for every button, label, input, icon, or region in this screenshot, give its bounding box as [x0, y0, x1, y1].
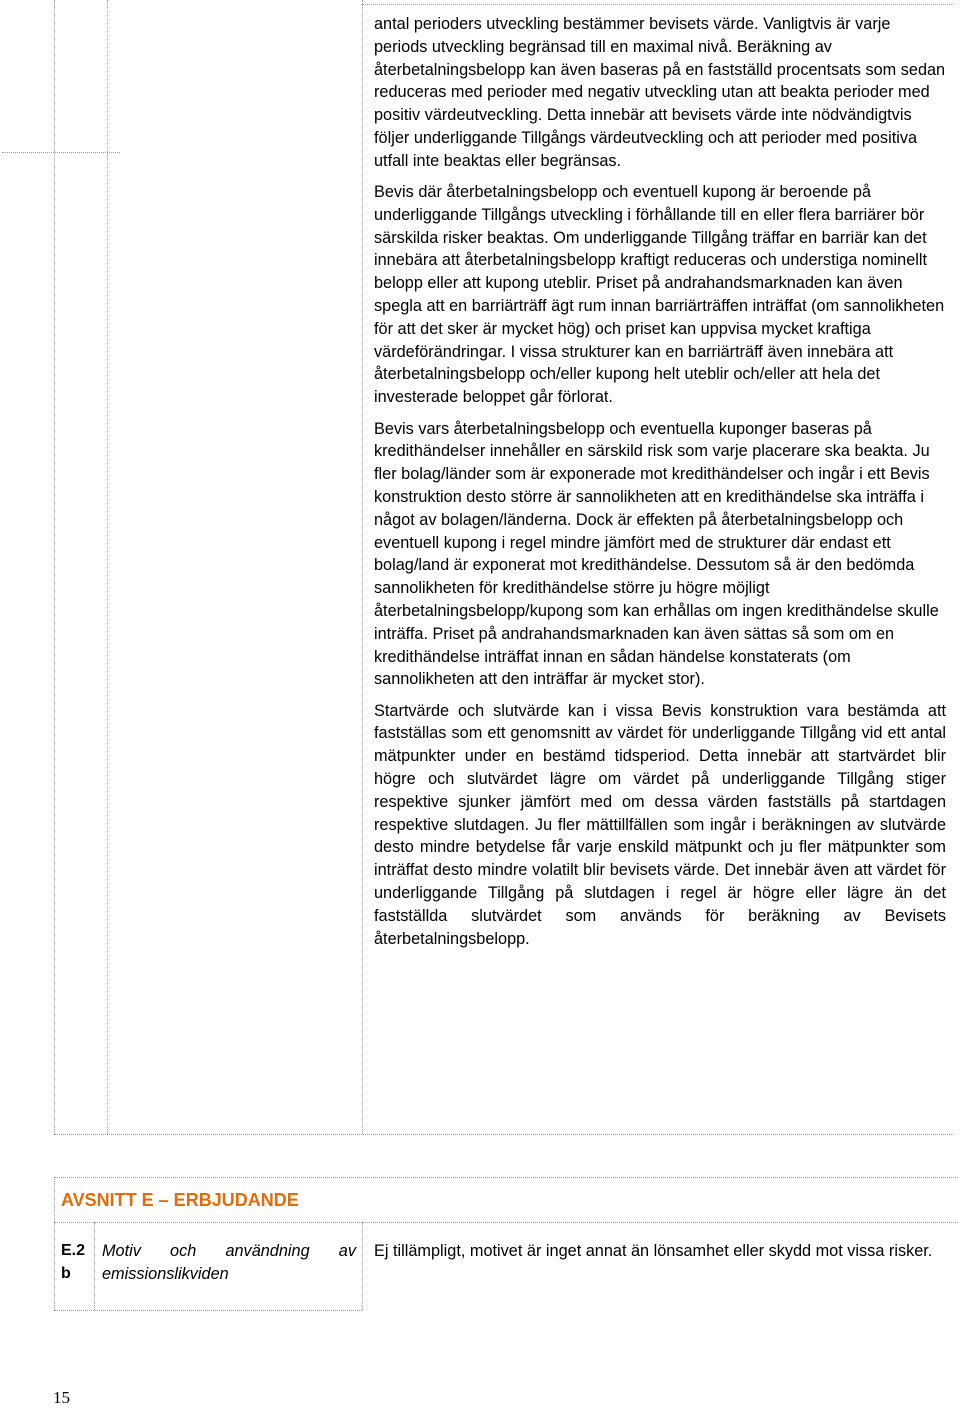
table-border-left: [54, 0, 55, 1134]
section-header-top-border: [54, 1177, 958, 1178]
table-bottom-border: [54, 1134, 954, 1135]
table-border-col2: [362, 0, 363, 1134]
row-e2b-border-col1: [94, 1222, 95, 1310]
section-header-bottom-border: [54, 1222, 958, 1223]
element-text: Ej tillämpligt, motivet är inget annat än lönsamhet eller skydd mot vissa risker.: [374, 1242, 933, 1260]
risk-description-text: [374, 13, 946, 959]
paragraph-credit-event-risk: Bevis vars återbetalningsbelopp och eventuella kuponger baseras på kredithändelser innehåller en särskild risk som varje placerare ska beakta. Ju fler bolag/länder som är exponerade mot kredithändelser och ingår i ett Bevis konstruktion desto större är sannolikheten att en kredithändelse ska inträffa i något av bolagen/länderna. Dock är effekten på återbetalningsbelopp och eventuell kupong i regel mindre jämfört med de strukturer där endast ett bolag/land är exponerat mot kredithändelse. Dessutom så är den bedömda sannolikheten för kredithändelse större ju högre möjligt återbetalningsbelopp/kupong som kan erhållas om ingen kredithändelse skulle inträffa. Priset på andrahandsmarknaden kan även sättas så som om en kredithändelse inträffat innan en sådan händelse konstaterats (om sannolikheten att den inträffar är mycket stor).: [374, 419, 939, 689]
section-header-left-border: [54, 1177, 55, 1222]
row-e2b-border-left: [54, 1222, 55, 1310]
element-heading: Motiv och användning av emissionslikviden: [102, 1242, 356, 1283]
table-border-col1: [107, 0, 108, 1134]
paragraph-period-development: antal perioders utveckling bestämmer bevisets värde. Vanligtvis är varje periods utveckling begränsad till en maximal nivå. Beräkning av återbetalningsbelopp kan även baseras på en fastställd procentsats som sedan reduceras med perioder med negativ utveckling utan att beakta perioder med positiv värdeutveckling. Detta innebär att bevisets värde inte nödvändigtvis följer underliggande Tillgångs värdeutveckling och att perioder med positiva utfall inte beaktas eller begränsas.: [374, 15, 946, 170]
element-number: E.2 b: [61, 1242, 86, 1282]
paragraph-barrier-risk: Bevis där återbetalningsbelopp och eventuell kupong är beroende på underliggande Tillgångs utveckling i förhållande till en eller flera barriärer bör särskilda risker beaktas. Om underliggande Tillgång träffar en barriär kan det innebära att återbetalningsbelopp kraftigt reduceras och understiga nominellt belopp eller att kupong uteblir. Priset på andrahandsmarknaden kan även spegla att en barriärträff ägt rum innan barriärträffen inträffat (om sannolikheten för att det sker är mycket hög) och priset kan uppvisa mycket kraftiga värdeförändringar. I vissa strukturer kan en barriärträff även innebära att återbetalningsbelopp och/eller kupong helt uteblir och/eller att hela det investerade beloppet går förlorat.: [374, 183, 945, 407]
row-e2b-bottom-border: [54, 1310, 362, 1311]
row-separator: [2, 152, 120, 153]
page-number: 15: [53, 1388, 70, 1407]
section-title: AVSNITT E – ERBJUDANDE: [61, 1190, 299, 1210]
paragraph-averaging-risk: Startvärde och slutvärde kan i vissa Bevis konstruktion vara bestämda att fastställas som ett genomsnitt av värdet för underliggande Tillgång vid ett antal mätpunkter under en bestämd tidsperiod. Detta innebär att startvärdet blir högre och slutvärdet lägre om värdet på underliggande Tillgång stiger respektive sjunker jämfört med om dessa värden fastställs på startdagen respektive slutdagen. Ju fler mättillfällen som ingår i beräkningen av slutvärde desto mindre betydelse får varje enskild mätpunkt och ju fler mätpunkter som inträffat desto mindre volatilt blir bevisets värde. Det innebär även att värdet för underliggande Tillgång på slutdagen i regel är högre eller lägre än det fastställda slutvärdet som används för beräkning av Bevisets återbetalningsbelopp.: [374, 701, 946, 948]
row-e2b-border-col2: [362, 1222, 363, 1310]
table-top-border: [362, 4, 954, 5]
